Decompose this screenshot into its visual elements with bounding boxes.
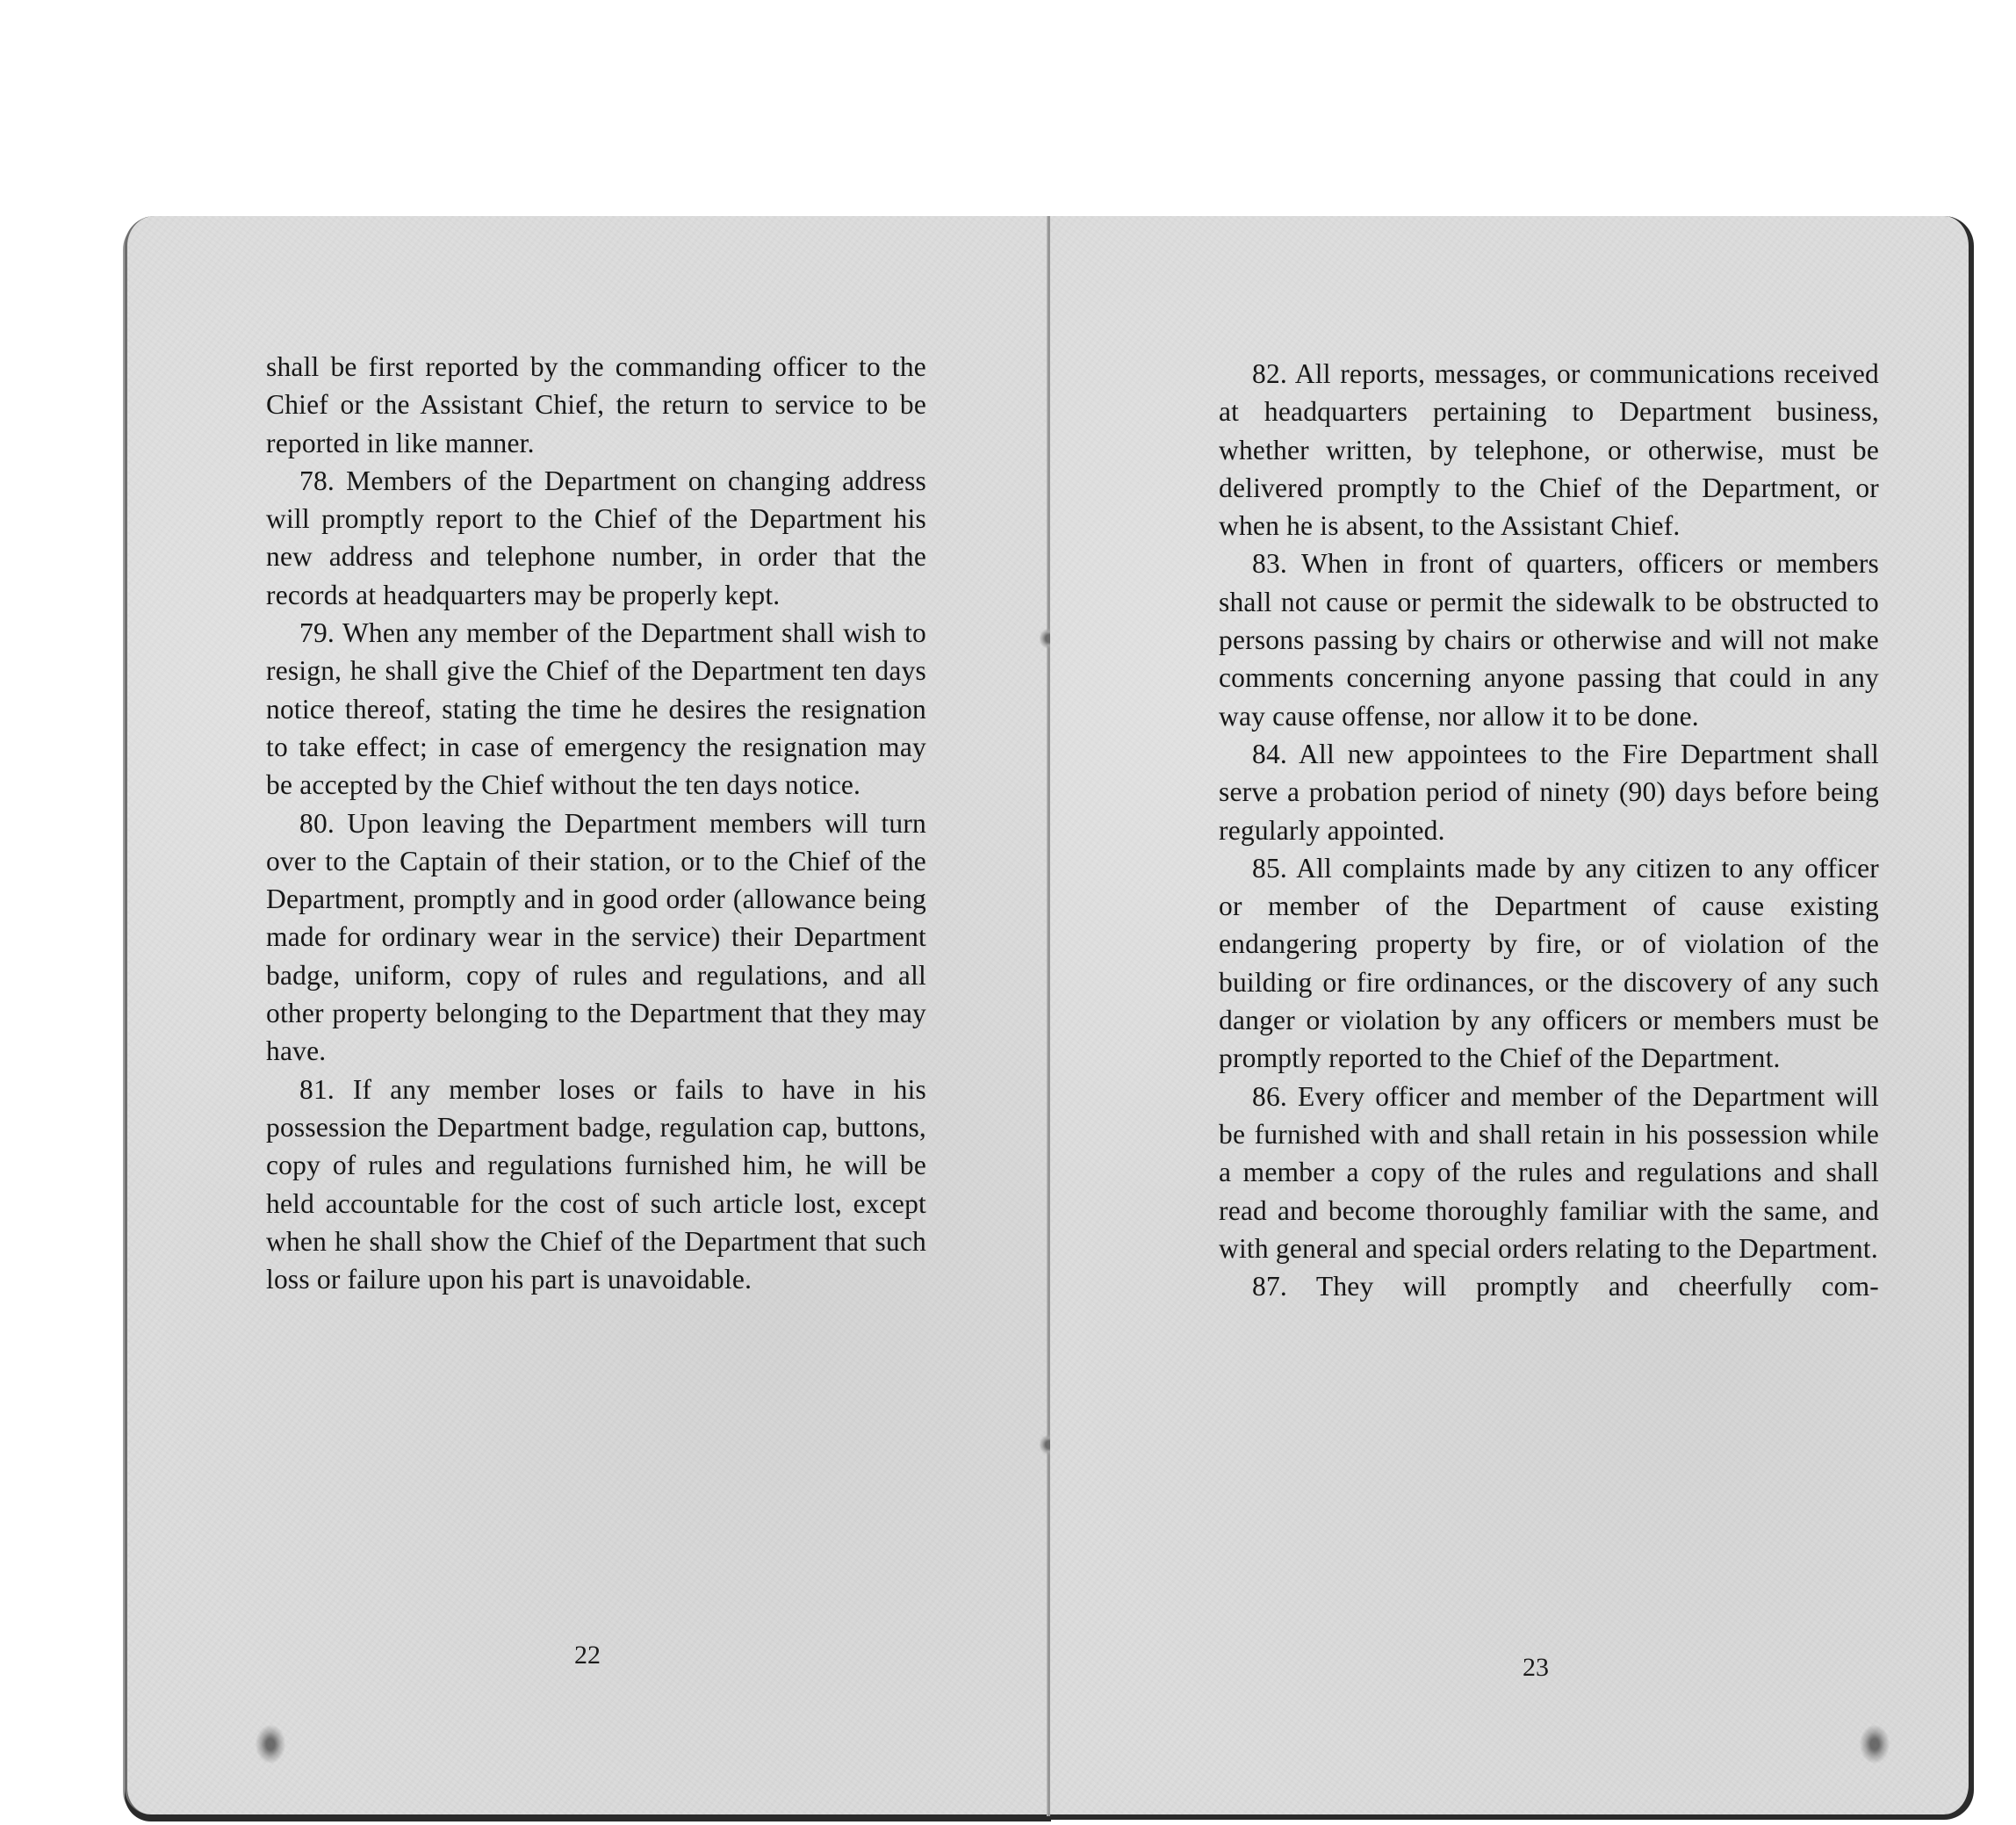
right-page-text xyxy=(1219,355,1879,1305)
paragraph-77-continued: shall be first reported by the commanding officer to the Chief or the Assistant Chief, the return to service to be reported in like manner. xyxy=(266,351,926,458)
page-number-right: 23 xyxy=(1523,1653,1549,1682)
left-page xyxy=(125,216,1051,1814)
paragraph-78: 78. Members of the Department on changing address will promptly report to the Chief of the Department his new address and telephone number, in order that the records at headquarters may be properly kept. xyxy=(266,465,926,610)
paragraph-79: 79. When any member of the Department shall wish to resign, he shall give the Chief of the Department ten days notice thereof, stating the time he desires the resignation to take effect; in case of emergency the resignation may be accepted by the Chief without the ten days notice. xyxy=(266,617,926,801)
right-page xyxy=(1050,216,1974,1814)
paragraph-82: 82. All reports, messages, or communications received at headquarters pertaining to Department business, whether written, by telephone, or otherwise, must be delivered promptly to the Chief of the Department, or when he is absent, to the Assistant Chief. xyxy=(1219,358,1879,542)
paragraph-80: 80. Upon leaving the Department members will turn over to the Captain of their station, or to the Chief of the Department, promptly and in good order (allowance being made for ordinary wear in the service) their Department badge, uniform, copy of rules and regulations, and all other property belonging to the Department that they may have. xyxy=(266,807,926,1067)
ink-smudge-icon xyxy=(256,1725,285,1764)
paragraph-84: 84. All new appointees to the Fire Department shall serve a probation period of ninety (90) days before being regularly appointed. xyxy=(1219,738,1879,846)
ink-smudge-icon xyxy=(1860,1725,1890,1764)
paragraph-81: 81. If any member loses or fails to have in his possession the Department badge, regulation cap, buttons, copy of rules and regulations furnished him, he will be held accountable for the cost of such article lost, except when he shall show the Chief of the Department that such loss or failure upon his part is unavoidable. xyxy=(266,1073,926,1295)
paragraph-83: 83. When in front of quarters, officers or members shall not cause or permit the sidewalk to be obstructed to persons passing by chairs or otherwise and will not make comments concerning anyone passing that could in any way cause offense, nor allow it to be done. xyxy=(1219,548,1879,732)
left-page-text xyxy=(266,348,926,1298)
paragraph-85: 85. All complaints made by any citizen to any officer or member of the Department of cause existing endangering property by fire, or of violation of the building or fire ordinances, or the discovery of any such danger or violation by any officers or members must be promptly reported to the Chief of the Department. xyxy=(1219,852,1879,1074)
open-booklet xyxy=(125,216,1979,1823)
paragraph-87-start: 87. They will promptly and cheerfully com- xyxy=(1252,1271,1879,1302)
page-number-left: 22 xyxy=(574,1641,601,1670)
paragraph-86: 86. Every officer and member of the Department will be furnished with and shall retain in his possession while a member a copy of the rules and regulations and shall read and become thoroughly familiar with the same, and with general and special orders relating to the Department. xyxy=(1219,1080,1879,1264)
